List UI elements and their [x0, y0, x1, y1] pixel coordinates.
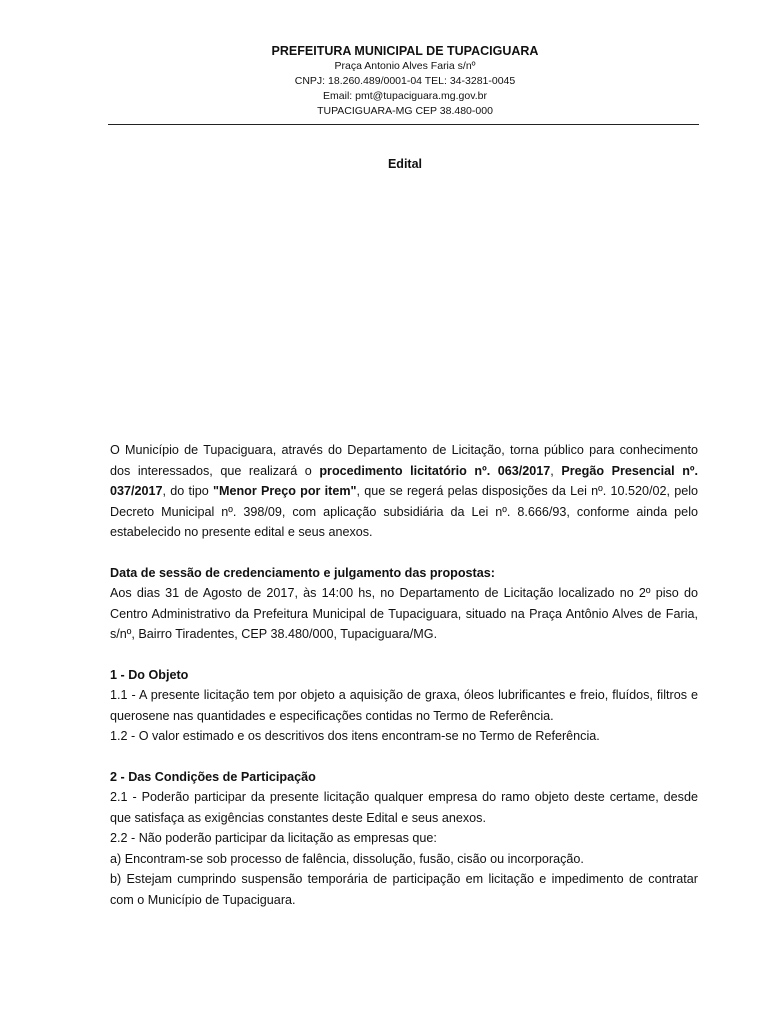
section1-item-1: 1.1 - A presente licitação tem por objeto a aquisição de graxa, óleos lubrificantes e freio, fluídos, filtros e querosene nas quantidades e especificações contidas no Termo de Referência. [110, 688, 698, 723]
session-heading-text: Data de sessão de credenciamento e julgamento das propostas: [110, 565, 495, 580]
intro-procedure-number: procedimento licitatório nº. 063/2017 [319, 463, 551, 478]
letterhead-email: Email: pmt@tupaciguara.mg.gov.br [323, 90, 487, 102]
intro-text-2: , [550, 463, 562, 478]
intro-text-3: , do tipo [162, 484, 213, 498]
session-paragraph: Aos dias 31 de Agosto de 2017, às 14:00 hs, no Departamento de Licitação localizado no 2º piso do Centro Administrativo da Prefeitura Municipal de Tupaciguara, situado na Praça Antônio Alves de Faria, s/nº, Bairro Tiradentes, CEP 38.480/000, Tupaciguara/MG. [110, 586, 698, 641]
letterhead [0, 43, 770, 119]
intro-text-4: , que se regerá pelas disposições da Lei nº. 10.520/02, pelo Decreto Municipal nº. 398/09, com aplicação subsidiária da Lei nº. 8.666/93, conforme ainda pelo estabelecido no presente edital e seus anexos. [110, 484, 699, 539]
document-title: Edital [387, 157, 423, 171]
letterhead-title: PREFEITURA MUNICIPAL DE TUPACIGUARA [271, 44, 539, 58]
section2-item-1: 2.1 - Poderão participar da presente licitação qualquer empresa do ramo objeto deste certame, desde que satisfaça as exigências constantes deste Edital e seus anexos. [110, 790, 698, 825]
section2-item-2: 2.2 - Não poderão participar da licitação as empresas que: [110, 831, 437, 845]
session-heading [110, 563, 698, 584]
intro-paragraph [110, 440, 698, 543]
letterhead-address: Praça Antonio Alves Faria s/nº [334, 60, 476, 72]
document-body [110, 440, 698, 910]
intro-text-1: O Município de Tupaciguara, através do Departamento de Licitação, torna público para conhecimento dos interessados, que realizará o [110, 443, 698, 478]
section2-heading-text: 2 - Das Condições de Participação [110, 769, 316, 784]
section2-item-b: b) Estejam cumprindo suspensão temporária de participação em licitação e impedimento de contratar com o Município de Tupaciguara. [110, 872, 698, 907]
spacer [110, 543, 698, 563]
section2-item-a: a) Encontram-se sob processo de falência, dissolução, fusão, cisão ou incorporação. [110, 851, 584, 866]
intro-pregao-number: Pregão Presencial nº. 037/2017 [110, 463, 698, 498]
header-divider [108, 124, 699, 125]
spacer [110, 747, 698, 767]
letterhead-city: TUPACIGUARA-MG CEP 38.480-000 [317, 105, 493, 117]
spacer [110, 645, 698, 665]
section2-heading [110, 767, 698, 788]
section1-heading-text: 1 - Do Objeto [110, 667, 189, 682]
section1-item-2: 1.2 - O valor estimado e os descritivos dos itens encontram-se no Termo de Referência. [110, 729, 600, 743]
letterhead-cnpj-tel: CNPJ: 18.260.489/0001-04 TEL: 34-3281-0045 [294, 75, 516, 87]
section1-heading [110, 665, 698, 686]
intro-type: "Menor Preço por item" [212, 484, 357, 498]
